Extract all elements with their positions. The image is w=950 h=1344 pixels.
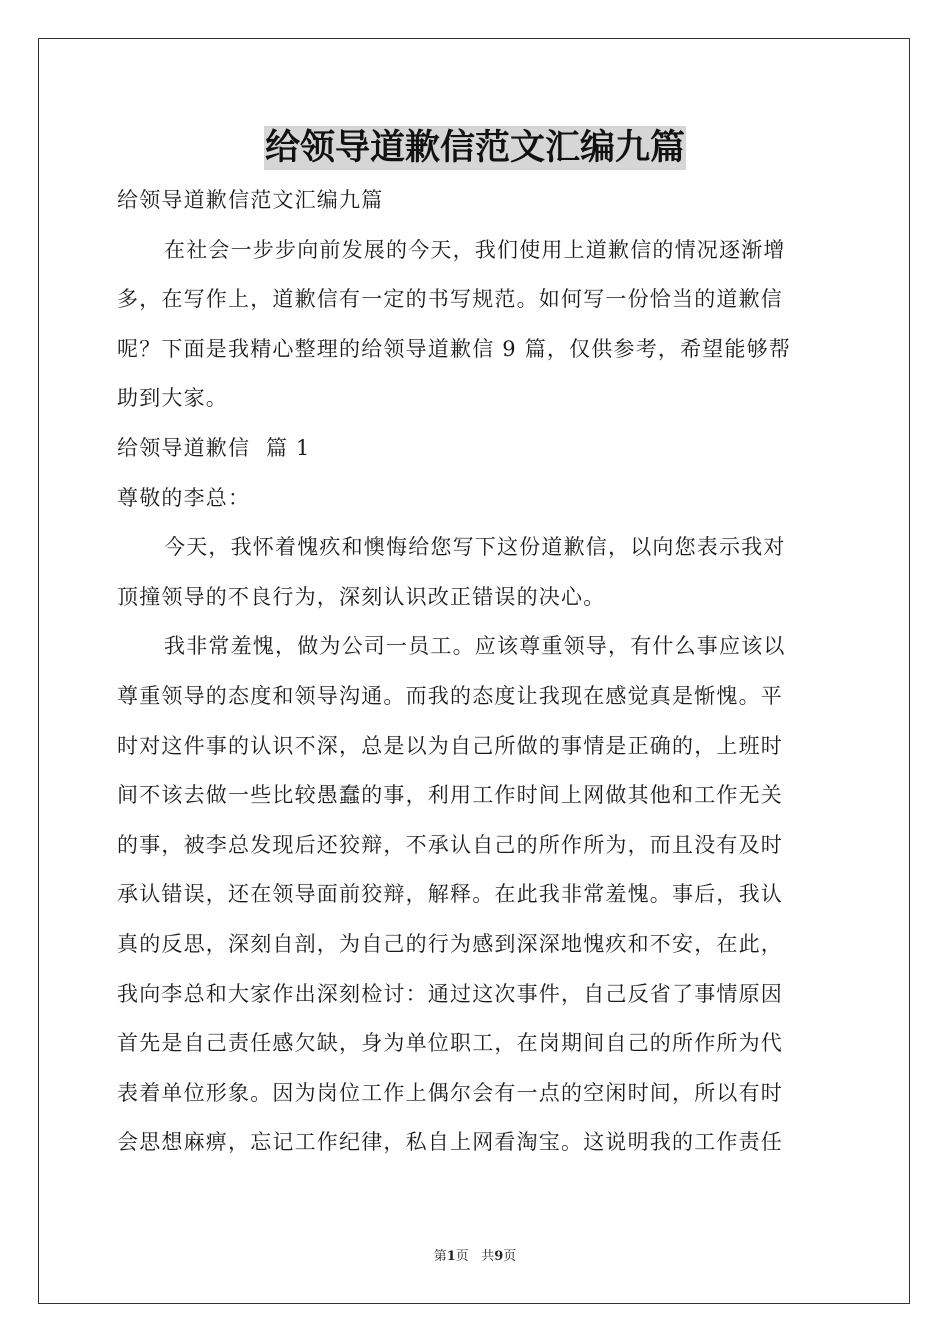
text-line: 时对这件事的认识不深，总是以为自己所做的事情是正确的，上班时 xyxy=(117,733,783,758)
footer-suffix: 页 xyxy=(503,1249,517,1264)
text-line: 表着单位形象。因为岗位工作上偶尔会有一点的空闲时间，所以有时 xyxy=(117,1080,783,1105)
text-line: 的事，被李总发现后还狡辩，不承认自己的所作所为，而且没有及时 xyxy=(117,832,783,857)
document-body xyxy=(117,176,837,1168)
section-heading: 给领导道歉信 篇 1 xyxy=(117,435,311,460)
text-line: 我向李总和大家作出深刻检讨：通过这次事件，自己反省了事情原因 xyxy=(117,981,783,1006)
text-line: 真的反思，深刻自剖，为自己的行为感到深深地愧疚和不安，在此， xyxy=(117,931,783,956)
salutation: 尊敬的李总： xyxy=(117,485,251,510)
text-line: 助到大家。 xyxy=(117,386,228,411)
document-subtitle: 给领导道歉信范文汇编九篇 xyxy=(117,188,384,212)
text-line: 间不该去做一些比较愚蠢的事，利用工作时间上网做其他和工作无关 xyxy=(117,783,783,808)
text-line: 顶撞领导的不良行为，深刻认识改正错误的决心。 xyxy=(117,584,606,609)
text-line: 呢？下面是我精心整理的给领导道歉信 9 篇，仅供参考，希望能够帮 xyxy=(117,336,792,361)
paragraph-1 xyxy=(117,523,837,622)
current-page-number: 1 xyxy=(446,1249,456,1264)
footer-mid: 页 共 xyxy=(455,1249,495,1264)
paragraph-2 xyxy=(117,622,837,1168)
text-line: 今天，我怀着愧疚和懊悔给您写下这份道歉信，以向您表示我对 xyxy=(164,535,786,560)
text-line: 首先是自己责任感欠缺，身为单位职工，在岗期间自己的所作所为代 xyxy=(117,1031,783,1056)
page-footer xyxy=(0,1245,950,1264)
document-title: 给领导道歉信范文汇编九篇 xyxy=(264,127,685,168)
total-page-number: 9 xyxy=(494,1249,504,1264)
text-line: 在社会一步步向前发展的今天，我们使用上道歉信的情况逐渐增 xyxy=(164,237,786,262)
title-container xyxy=(0,126,950,170)
footer-prefix: 第 xyxy=(433,1249,447,1264)
text-line: 承认错误，还在领导面前狡辩，解释。在此我非常羞愧。事后，我认 xyxy=(117,882,783,907)
text-line: 会思想麻痹，忘记工作纪律，私自上网看淘宝。这说明我的工作责任 xyxy=(117,1130,783,1155)
text-line: 多，在写作上，道歉信有一定的书写规范。如何写一份恰当的道歉信 xyxy=(117,287,783,312)
text-line: 尊重领导的态度和领导沟通。而我的态度让我现在感觉真是惭愧。平 xyxy=(117,683,783,708)
intro-paragraph xyxy=(117,226,837,424)
text-line: 我非常羞愧，做为公司一员工。应该尊重领导，有什么事应该以 xyxy=(164,634,786,659)
